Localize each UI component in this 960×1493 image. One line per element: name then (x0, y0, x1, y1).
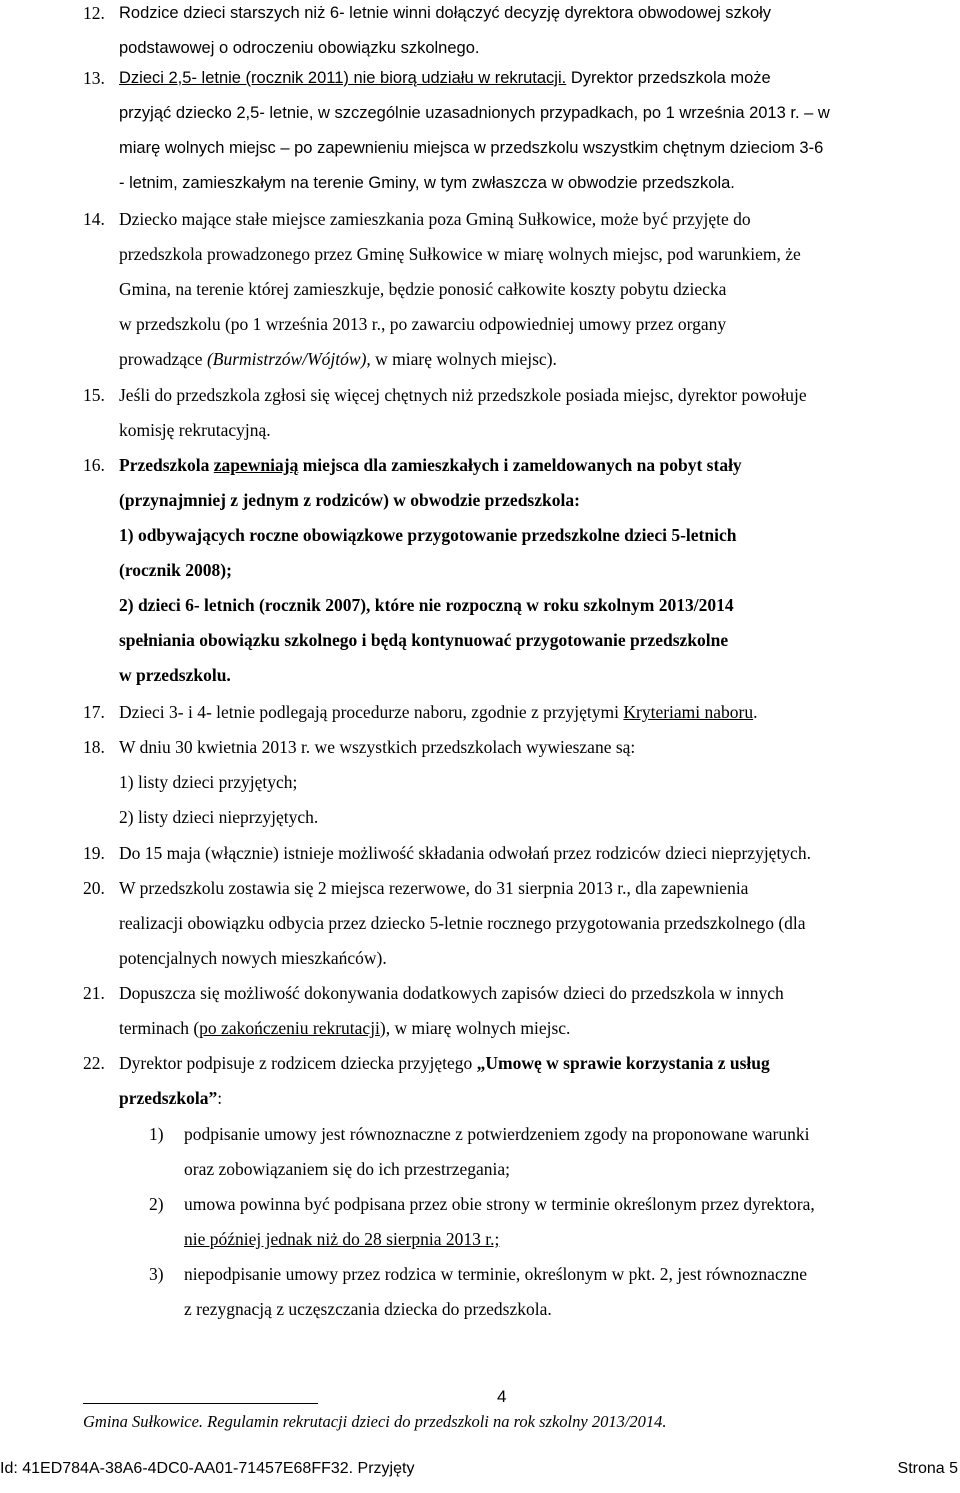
text-line: 2) dzieci 6- letnich (rocznik 2007), które nie rozpoczną w roku szkolnym 2013/2014 (119, 595, 734, 615)
text-line: umowa powinna być podpisana przez obie strony w terminie określonym przez dyrektora, (184, 1194, 815, 1214)
text-line: (rocznik 2008); (119, 560, 232, 580)
text-line: miarę wolnych miejsc – po zapewnieniu miejsca w przedszkolu wszystkim chętnym dzieciom 3-6 (119, 139, 824, 157)
underlined-text: Kryteriami naboru (623, 702, 754, 722)
text-line: podpisanie umowy jest równoznaczne z potwierdzeniem zgody na proponowane warunki (184, 1124, 810, 1144)
underlined-text: po zakończeniu rekrutacji (199, 1018, 380, 1038)
text-line (119, 695, 925, 730)
sub-item-number: 2) (149, 1194, 164, 1214)
text-span: . (753, 702, 758, 722)
text-line: w przedszkolu. (119, 665, 231, 685)
text-line: spełniania obowiązku szkolnego i będą kontynuować przygotowanie przedszkolne (119, 630, 729, 650)
text-span: Dzieci 3- i 4- letnie podlegają procedurze naboru, zgodnie z przyjętymi (119, 702, 624, 722)
text-line: potencjalnych nowych mieszkańców). (119, 948, 387, 968)
item-number: 14. (83, 209, 105, 229)
document-id: Id: 41ED784A-38A6-4DC0-AA01-71457E68FF32. Przyjęty (0, 1460, 415, 1477)
footnote-divider (83, 1403, 318, 1404)
sub-item-2 (149, 1187, 925, 1257)
text-line (119, 342, 925, 377)
paragraph-21 (83, 976, 925, 1046)
italic-text: (Burmistrzów/Wójtów), (206, 349, 371, 369)
paragraph-18 (83, 730, 925, 835)
item-number: 22. (83, 1053, 105, 1073)
item-number: 13. (83, 68, 105, 88)
text-line: (przynajmniej z jednym z rodziców) w obwodzie przedszkola: (119, 490, 580, 510)
text-line: W dniu 30 kwietnia 2013 r. we wszystkich przedszkolach wywieszane są: (119, 737, 636, 757)
text-span: w miarę wolnych miejsc). (370, 349, 557, 369)
text-line: Jeśli do przedszkola zgłosi się więcej chętnych niż przedszkole posiada miejsc, dyrektor powołuje (119, 385, 807, 405)
text-span: przyjąć dziecko 2,5- letnie, w szczególnie uzasadnionych przypadkach, po 1 września 2013 r. (119, 104, 800, 122)
page-number: 4 (497, 1387, 507, 1406)
paragraph-20 (83, 871, 925, 976)
text-line: oraz zobowiązaniem się do ich przestrzegania; (184, 1159, 511, 1179)
underlined-text: zapewniają (213, 455, 299, 475)
sub-item-number: 3) (149, 1264, 164, 1284)
text-line: w przedszkolu (po 1 września 2013 r., po zawarciu odpowiedniej umowy przez organy (119, 314, 727, 334)
text-line: Gmina, na terenie której zamieszkuje, będzie ponosić całkowite koszty pobytu dziecka (119, 279, 727, 299)
text-span: prowadzące (119, 349, 207, 369)
text-span: miejsca dla zamieszkałych i zameldowanych na pobyt stały (298, 455, 742, 475)
text-span: – w (799, 104, 830, 122)
item-number: 20. (83, 878, 105, 898)
footer-note: Gmina Sułkowice. Regulamin rekrutacji dzieci do przedszkoli na rok szkolny 2013/2014. (83, 1412, 667, 1431)
text-line: Dopuszcza się możliwość dokonywania dodatkowych zapisów dzieci do przedszkola w innych (119, 983, 784, 1003)
bold-text: „Umowę w sprawie korzystania z usług (476, 1053, 770, 1073)
paragraph-13 (83, 61, 925, 201)
sub-item-3 (149, 1257, 925, 1327)
text-line: Rodzice dzieci starszych niż 6- letnie winni dołączyć decyzję dyrektora obwodowej szkoły (119, 4, 772, 22)
text-line: komisję rekrutacyjną. (119, 420, 271, 440)
text-span: Dyrektor przedszkola może (566, 69, 771, 87)
text-line (119, 96, 925, 131)
text-line: W przedszkolu zostawia się 2 miejsca rezerwowe, do 31 sierpnia 2013 r., dla zapewnienia (119, 878, 749, 898)
text-line: - letnim, zamieszkałym na terenie Gminy, w tym zwłaszcza w obwodzie przedszkola. (119, 174, 735, 192)
text-line (119, 1046, 925, 1081)
sub-item-number: 1) (149, 1124, 164, 1144)
paragraph-19 (83, 836, 925, 871)
item-number: 16. (83, 455, 105, 475)
item-number: 21. (83, 983, 105, 1003)
text-span: ), w miarę wolnych miejsc. (379, 1018, 571, 1038)
item-number: 15. (83, 385, 105, 405)
item-number: 17. (83, 702, 105, 722)
list-item: 1) listy dzieci przyjętych; (119, 772, 298, 792)
underlined-text: Dzieci 2,5- letnie (rocznik 2011) nie biorą udziału w rekrutacji. (119, 69, 567, 87)
paragraph-12 (83, 0, 925, 66)
text-line (119, 1081, 925, 1116)
item-number: 18. (83, 737, 105, 757)
text-line (119, 1011, 925, 1046)
item-number: 19. (83, 843, 105, 863)
text-line (119, 448, 925, 483)
sheet-number: Strona 5 (897, 1460, 958, 1477)
paragraph-22 (83, 1046, 925, 1116)
text-span: terminach ( (119, 1018, 200, 1038)
item-number: 12. (83, 3, 105, 23)
text-line: podstawowej o odroczeniu obowiązku szkolnego. (119, 39, 480, 57)
paragraph-17 (83, 695, 925, 730)
sub-item-1 (149, 1117, 925, 1187)
text-span: Dyrektor podpisuje z rodzicem dziecka przyjętego (119, 1053, 477, 1073)
text-line (119, 61, 925, 96)
list-item: 2) listy dzieci nieprzyjętych. (119, 807, 319, 827)
text-span: Przedszkola (119, 455, 214, 475)
text-line: Do 15 maja (włącznie) istnieje możliwość składania odwołań przez rodziców dzieci nieprzyjętych. (119, 843, 811, 863)
text-line: realizacji obowiązku odbycia przez dziecko 5-letnie rocznego przygotowania przedszkolnego (dla (119, 913, 806, 933)
text-line: niepodpisanie umowy przez rodzica w terminie, określonym w pkt. 2, jest równoznaczne (184, 1264, 808, 1284)
text-span: : (217, 1088, 223, 1108)
paragraph-14 (83, 202, 925, 377)
text-line: z rezygnacją z uczęszczania dziecka do przedszkola. (184, 1299, 552, 1319)
underlined-text: nie później jednak niż do 28 sierpnia 2013 r.; (184, 1229, 500, 1249)
bold-text: przedszkola” (119, 1088, 218, 1108)
paragraph-15 (83, 378, 925, 448)
text-line: Dziecko mające stałe miejsce zamieszkania poza Gminą Sułkowice, może być przyjęte do (119, 209, 751, 229)
paragraph-16 (83, 448, 925, 693)
text-line: 1) odbywających roczne obowiązkowe przygotowanie przedszkolne dzieci 5-letnich (119, 525, 737, 545)
text-line: przedszkola prowadzonego przez Gminę Sułkowice w miarę wolnych miejsc, pod warunkiem, że (119, 244, 801, 264)
